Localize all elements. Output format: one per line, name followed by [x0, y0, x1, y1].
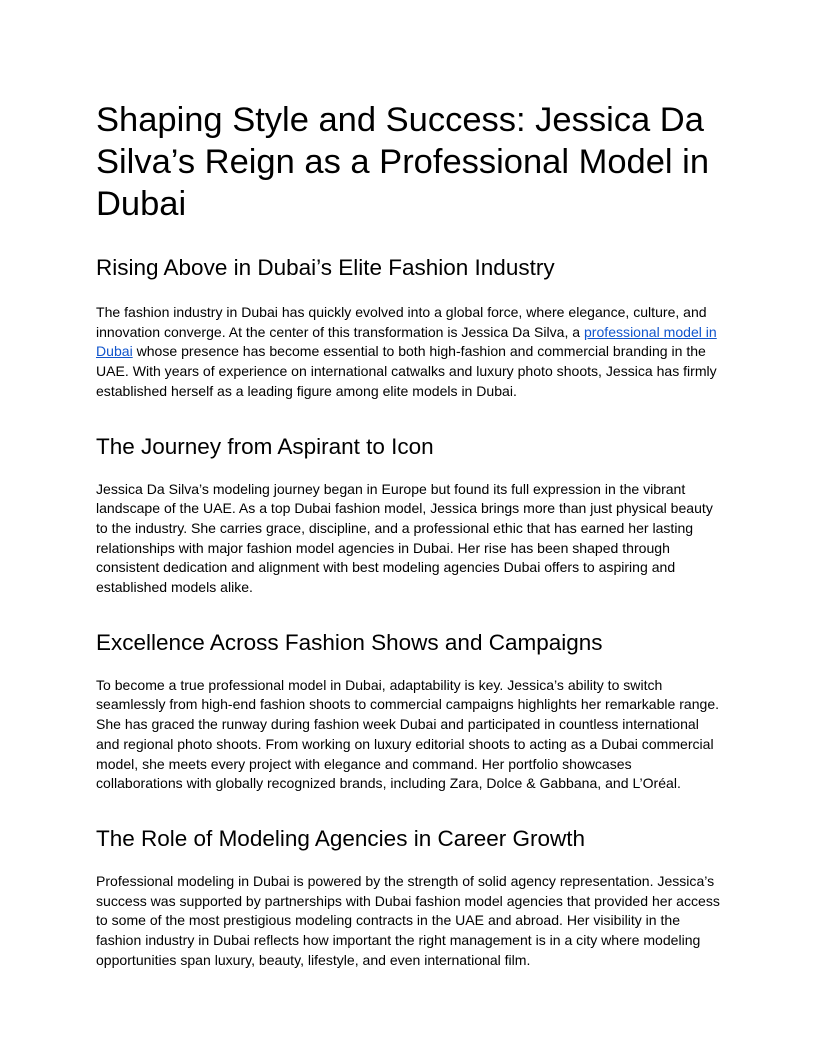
paragraph-text: whose presence has become essential to both high-fashion and commercial branding in the UAE. With years of experience on international catwalks and luxury photo shoots, Jessica has firmly established herself as a leading figure among elite models in Dubai.: [96, 343, 717, 399]
section-heading: Rising Above in Dubai’s Elite Fashion Industry: [96, 255, 555, 280]
section-paragraph: [96, 303, 722, 402]
paragraph-text: The fashion industry in Dubai has quickly evolved into a global force, where elegance, culture, and innovation converge. At the center of this transformation is Jessica Da Silva, a: [96, 304, 707, 340]
document-title: Shaping Style and Success: Jessica Da Silva’s Reign as a Professional Model in Dubai: [96, 101, 710, 223]
section-heading: The Journey from Aspirant to Icon: [96, 433, 434, 459]
section-paragraph: Professional modeling in Dubai is powered by the strength of solid agency representation. Jessica’s success was supported by partnerships with Dubai fashion model agencies that provided her access to some of the most prestigious modeling contracts in the UAE and abroad. Her visibility in the fashion industry in Dubai reflects how important the right management is in a city where modeling opportunities span luxury, beauty, lifestyle, and even international film.: [96, 872, 720, 968]
section-heading: Excellence Across Fashion Shows and Campaigns: [96, 629, 603, 655]
professional-model-link[interactable]: professional model in Dubai: [96, 323, 717, 360]
document-page: [96, 96, 722, 970]
section-paragraph: To become a true professional model in Dubai, adaptability is key. Jessica’s ability to switch seamlessly from high-end fashion shoots to commercial campaigns highlights her remarkable range. She has graced the runway during fashion week Dubai and participated in countless international and regional photo shoots. From working on luxury editorial shoots to acting as a Dubai commercial model, she meets every project with elegance and command. Her portfolio showcases collaborations with globally recognized brands, including Zara, Dolce & Gabbana, and L’Oréal.: [96, 676, 720, 792]
section-paragraph: Jessica Da Silva’s modeling journey began in Europe but found its full expression in the vibrant landscape of the UAE. As a top Dubai fashion model, Jessica brings more than just physical beauty to the industry. She carries grace, discipline, and a professional ethic that has earned her lasting relationships with major fashion model agencies in Dubai. Her rise has been shaped through consistent dedication and alignment with best modeling agencies Dubai offers to aspiring and established models alike.: [96, 480, 713, 596]
section-heading: The Role of Modeling Agencies in Career Growth: [96, 825, 586, 851]
